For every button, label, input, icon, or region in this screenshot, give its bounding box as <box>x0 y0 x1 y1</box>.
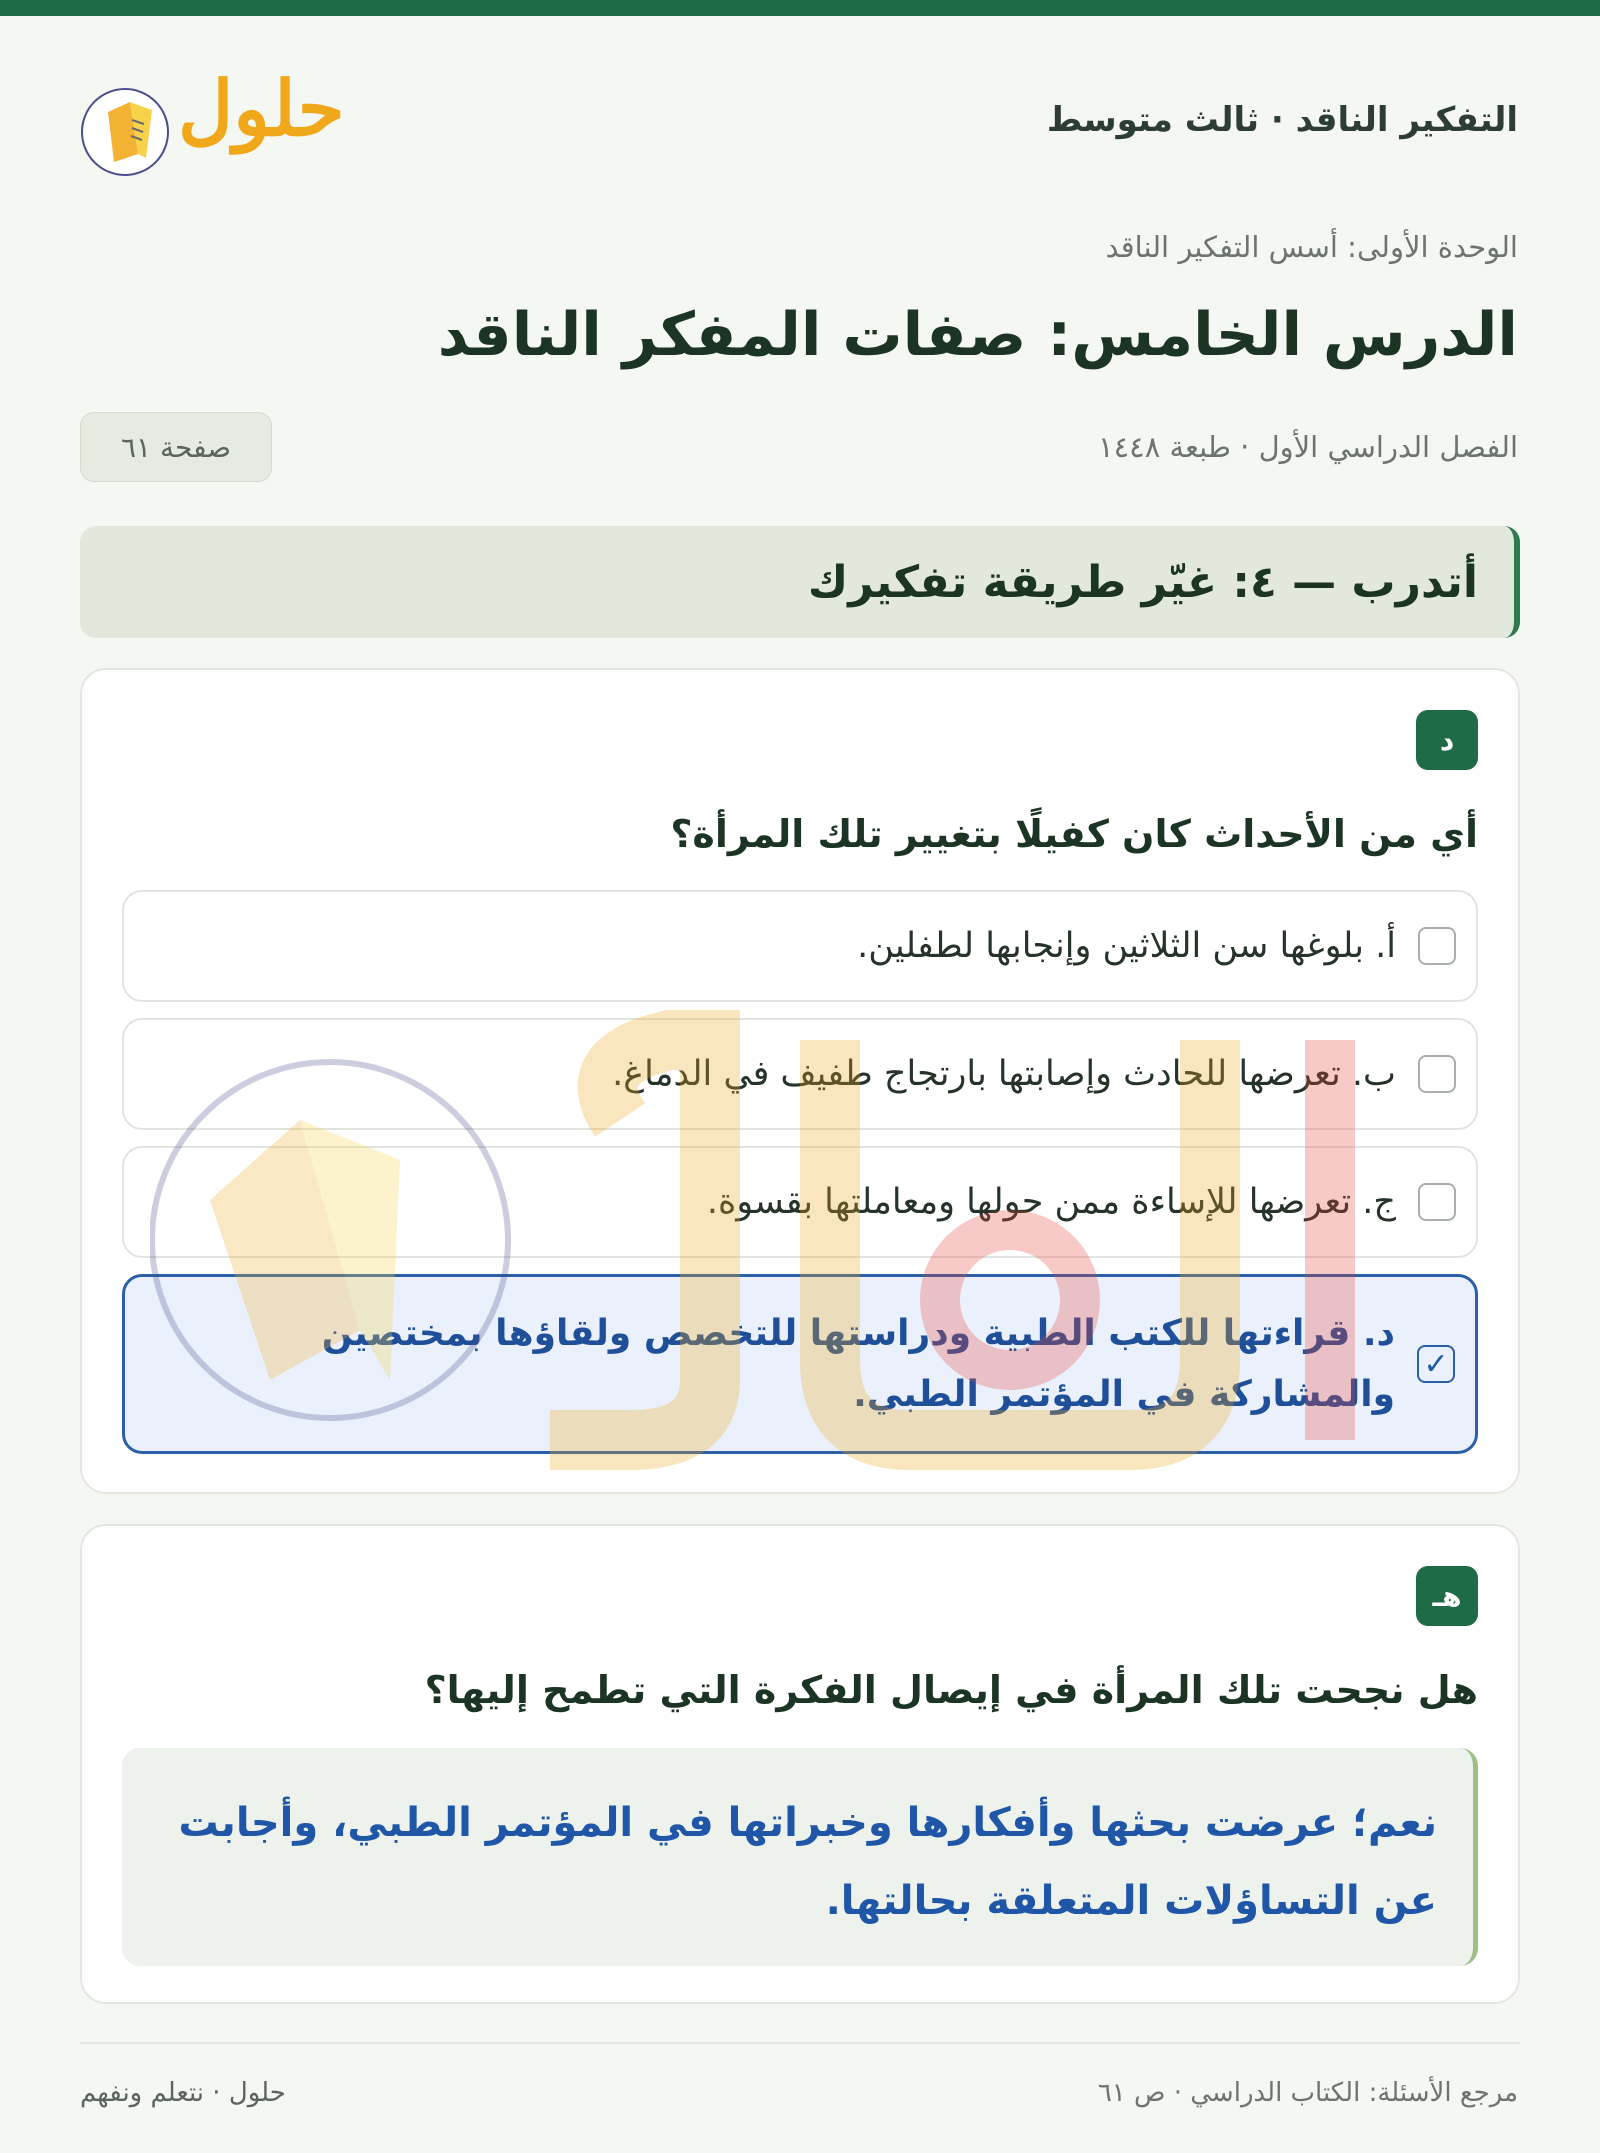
question-letter-badge: هـ <box>1416 1566 1478 1626</box>
question-letter-badge: د <box>1416 710 1478 770</box>
answer-text: نعم؛ عرضت بحثها وأفكارها وخبراتها في المؤتمر الطبي، وأجابت عن التساؤلات المتعلقة بحالتها. <box>178 1800 1437 1924</box>
lesson-title: الدرس الخامس: صفات المفكر الناقد <box>437 300 1518 370</box>
option-text: د. قراءتها للكتب الطبية ودراستها للتخصص ولقاؤها بمختصين والمشاركة في المؤتمر الطبي. <box>321 1312 1395 1415</box>
footer-divider <box>80 2042 1520 2044</box>
question-text: أي من الأحداث كان كفيلًا بتغيير تلك المرأة؟ <box>670 812 1478 856</box>
option-text: ج. تعرضها للإساءة ممن حولها ومعاملتها بقسوة. <box>706 1181 1396 1222</box>
question-text: هل نجحت تلك المرأة في إيصال الفكرة التي تطمح إليها؟ <box>424 1668 1478 1712</box>
footer-tagline: حلول · نتعلم ونفهم <box>80 2078 286 2108</box>
course-title: التفكير الناقد · ثالث متوسط <box>1046 100 1518 140</box>
checkbox-icon[interactable] <box>1418 1183 1456 1221</box>
unit-label: الوحدة الأولى: أسس التفكير الناقد <box>1105 230 1518 264</box>
checkbox-icon[interactable] <box>1418 1055 1456 1093</box>
option-text: أ. بلوغها سن الثلاثين وإنجابها لطفلين. <box>857 925 1396 966</box>
section-banner <box>80 526 1520 638</box>
option-c[interactable] <box>122 1146 1478 1258</box>
option-a[interactable] <box>122 890 1478 1002</box>
term-label: الفصل الدراسي الأول · طبعة ١٤٤٨ <box>1098 430 1518 464</box>
answer-box <box>122 1748 1478 1966</box>
section-title: أتدرب — ٤: غيّر طريقة تفكيرك <box>807 556 1478 608</box>
option-d-selected[interactable] <box>122 1274 1478 1454</box>
option-b[interactable] <box>122 1018 1478 1130</box>
footer-reference: مرجع الأسئلة: الكتاب الدراسي · ص ٦١ <box>1097 2078 1518 2108</box>
checked-checkbox-icon[interactable]: ✓ <box>1417 1345 1455 1383</box>
question-card-h <box>80 1524 1520 2004</box>
option-text: ب. تعرضها للحادث وإصابتها بارتجاج طفيف في الدماغ. <box>612 1053 1396 1094</box>
checkbox-icon[interactable] <box>1418 927 1456 965</box>
top-accent-bar <box>0 0 1600 16</box>
brand-logo[interactable] <box>80 54 370 184</box>
page-badge: صفحة ٦١ <box>80 412 272 482</box>
brand-logo-text: حلول <box>178 64 345 153</box>
question-card-d <box>80 668 1520 1494</box>
